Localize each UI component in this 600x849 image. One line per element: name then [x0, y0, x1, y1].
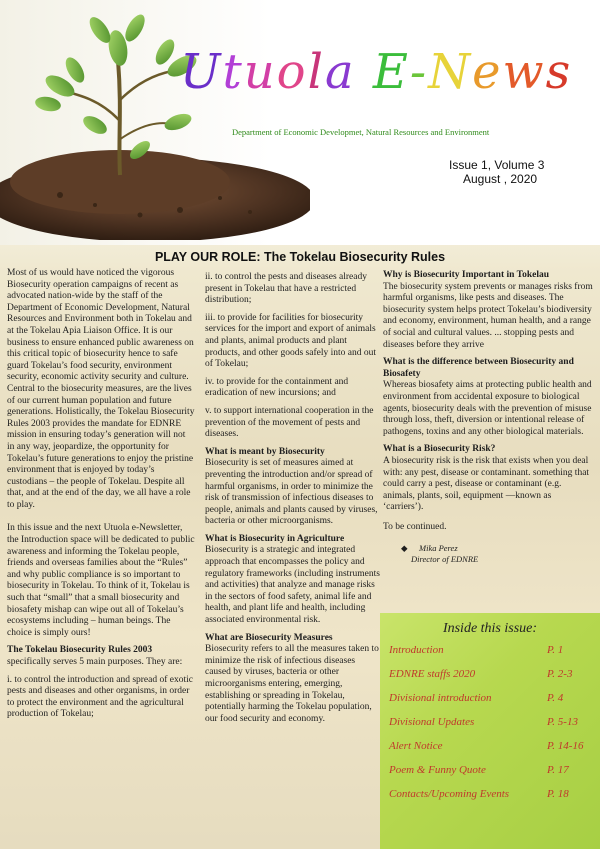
article-headline: PLAY OUR ROLE: The Tokelau Biosecurity Rules [154, 250, 446, 264]
masthead [0, 0, 600, 245]
purpose-item-iv: iv. to provide for the containment and eradication of new incursions; and [205, 376, 349, 399]
q5-text: Whereas biosafety aims at protecting public health and environment from accidental exposure to biological agents, biosecurity deals with the prevention of misuse through loss, theft, diversion or intentional release of pathogens, toxins and any other biological materials. [383, 380, 592, 437]
toc-item-page: P. 2-3 [547, 668, 573, 680]
toc-item-label: Introduction [389, 644, 444, 656]
toc-item-page: P. 4 [547, 692, 564, 704]
plant-seedling-image [0, 0, 310, 240]
toc-item-page: P. 18 [547, 788, 569, 800]
purpose-item-ii: ii. to control the pests and diseases already present in Tokelau that have a restricted distribution; [205, 272, 367, 306]
issue-date: August , 2020 [463, 172, 538, 186]
title-letter: - [409, 44, 429, 100]
title-letter: l [307, 44, 325, 100]
column-3 [383, 270, 593, 565]
toc-item-page: P. 17 [547, 764, 569, 776]
toc-item-label: Divisional introduction [389, 692, 492, 704]
column-2 [205, 272, 380, 731]
toc-item-label: Poem & Funny Quote [389, 764, 486, 776]
column-1 [7, 268, 195, 727]
department-name: Department of Economic Developmet, Natural Resources and Environment [232, 127, 490, 137]
title-letter: N [428, 44, 473, 100]
q1-text: Biosecurity is set of measures aimed at preventing the introduction and/or spread of harmful organisms, in order to minimize the risk of transmission of infectious diseases to people, animals and plants caused by viruses, bacteria or other microorganisms. [205, 458, 378, 527]
q5-heading: What is the difference between Biosecurity and Biosafety [383, 357, 574, 379]
toc-item-page: P. 1 [547, 644, 564, 656]
title-letter: w [502, 44, 546, 100]
q6-text: A biosecurity risk is the risk that exists when you deal with: any pest, disease or contaminant. something that could carry a pest, disease or contaminant (e.g. animals, plants, soil, equipment —known as ‘carriers’). [383, 455, 590, 513]
title-letter: E [372, 44, 410, 100]
toc-item-label: Divisional Updates [389, 716, 475, 728]
q2-heading: What is Biosecurity in Agriculture [205, 533, 345, 544]
diamond-bullet-icon: ◆ [401, 543, 408, 554]
to-be-continued: To be continued. [383, 521, 447, 532]
signature-block [401, 543, 593, 565]
inside-this-issue-box [380, 613, 600, 849]
purpose-item-iii: iii. to provide for facilities for biosecurity services for the import and export of animals and plants, animal products and plant products, and other goods safely into and out of Tokelau; [205, 312, 376, 370]
q6-heading: What is a Biosecurity Risk? [383, 444, 496, 455]
awareness-paragraph: In this issue and the next Utuola e-Newsletter, the Introduction space will be dedicated to public awareness and informing the Tokelau people, friends and overseas families about the “Rules” and why public compliance is so important to biosecurity in Tokelau. To think of it, Tokelau is such that “small” that a small biosecurity and biosafety mishap can wipe out all of Tokelau’s ecosystems including – human beings. The choice is simply ours! [7, 523, 195, 638]
q1-heading: What is meant by Biosecurity [205, 446, 325, 457]
q3-text: Biosecurity refers to all the measures taken to minimize the risk of infectious diseases caused by viruses, bacteria or other microorganisms entering, emerging, establishing or spreading in Tokelau, potentially harming the Tokelau population, our food security and economy. [205, 644, 379, 724]
rules-heading: The Tokelau Biosecurity Rules 2003 [7, 645, 153, 656]
purpose-item-i: i. to control the introduction and spread of exotic pests and diseases and other organisms, in order to protect the environment and the agricultural production of Tokelau; [7, 674, 193, 720]
issue-volume: Issue 1, Volume 3 [449, 158, 545, 172]
toc-item-label: Alert Notice [389, 740, 443, 752]
title-letter: o [276, 44, 308, 100]
signature-title: Director of EDNRE [411, 554, 479, 565]
title-letter: a [324, 44, 356, 100]
purpose-item-v: v. to support international cooperation in the prevention of the movement of pests and diseases. [205, 405, 374, 440]
signature-name: Mika Perez [419, 543, 458, 554]
q4-heading: Why is Biosecurity Important in Tokelau [383, 270, 550, 280]
toc-item-page: P. 14-16 [547, 740, 584, 752]
intro-paragraph: Most of us would have noticed the vigorous Biosecurity operation campaigns of recent as advocated nation-wide by the staff of the Department of Economic Development, Natural Resources and Environment both in Tokelau and at the Tokelau Apia Liaison Office. It is our business to ensure enhanced public awareness on this critical topic of biosecurity hence to safe guard Tokelau’s food security, environment security, economic activity security and culture. Central to the biosecurity measures, are the lives of our current human population and future generations. Holistically, the Tokelau Biosecurity Rules 2003 provides the mandate for EDNRE mission in ensuring today’s generation will not in any way, jeopardize, the opportunity for Tokelau’s future generations to enjoy the pristine environment that is enjoyed by today’s custodians – the people of Tokelau. Despite all that, and at the end of the day, we all have a role to play. [7, 268, 195, 510]
title-letter [356, 44, 373, 100]
toc-item-label: Contacts/Upcoming Events [389, 788, 510, 800]
title-letter: t [222, 44, 244, 100]
toc-title: Inside this issue: [442, 621, 538, 636]
toc-item-page: P. 5-13 [547, 716, 578, 728]
title-letter: e [472, 44, 503, 100]
q3-heading: What are Biosecurity Measures [205, 632, 333, 643]
q4-text: The biosecurity system prevents or manages risks from harmful organisms, like pests and diseases. The biosecurity system helps protect Tokelau’s biodiversity and economy, environment, human health, and a range of social and cultural values. ... stopping pests and diseases before they arrive [383, 281, 593, 350]
rules-text: specifically serves 5 main purposes. They are: [7, 657, 183, 667]
issue-info [449, 158, 544, 186]
title-letter: U [180, 44, 223, 100]
newsletter-title [180, 44, 572, 100]
title-letter: u [243, 44, 277, 100]
title-letter: s [545, 44, 573, 100]
toc-item-label: EDNRE staffs 2020 [389, 668, 476, 680]
q2-text: Biosecurity is a strategic and integrated approach that encompasses the policy and regulatory frameworks (including instruments and activities) that analyze and manage risks in the sectors of food safety, animal life and health, and plant life and health, including associated environmental risk. [205, 545, 380, 626]
